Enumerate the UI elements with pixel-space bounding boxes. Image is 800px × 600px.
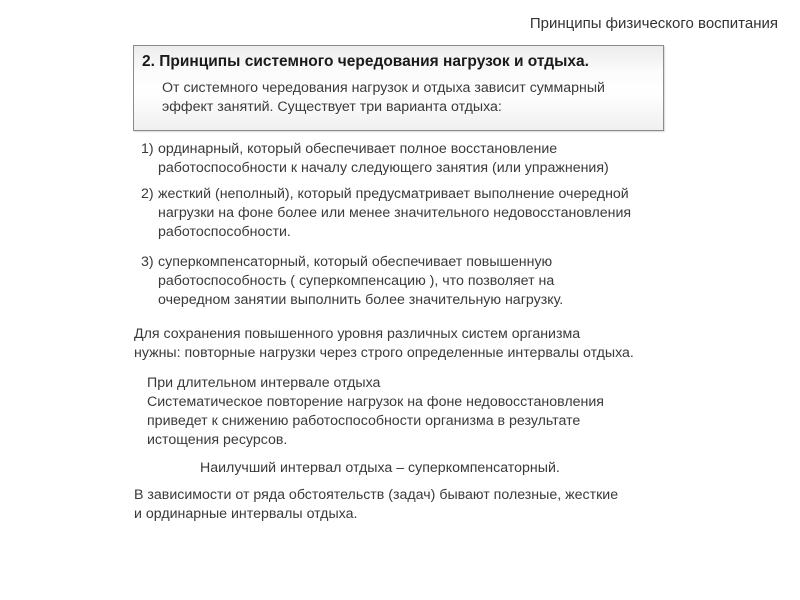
conclusion-line: и ординарные интервалы отдыха. xyxy=(134,506,358,522)
slide-header-title: Принципы физического воспитания xyxy=(529,15,778,32)
best-interval-statement xyxy=(200,459,560,478)
variant-line: очередном занятии выполнить более значительную нагрузку. xyxy=(158,292,564,308)
best-interval-line: Наилучший интервал отдыха – суперкомпенсаторный. xyxy=(200,460,560,476)
variant-item-2 xyxy=(141,185,686,242)
variant-line: нагрузки на фоне более или менее значительного недовосстановления xyxy=(158,205,632,221)
long-interval-line: При длительном интервале отдыха xyxy=(147,375,381,391)
long-interval-line: Систематическое повторение нагрузок на фоне недовосстановления xyxy=(147,394,604,410)
conclusion-paragraph xyxy=(134,486,618,524)
intro-line: эффект занятий. Существует три варианта отдыха: xyxy=(162,99,502,115)
conclusion-line: В зависимости от ряда обстоятельств (задач) бывают полезные, жесткие xyxy=(134,487,619,503)
variant-number: 1) xyxy=(141,141,154,157)
variant-number: 2) xyxy=(141,186,154,202)
long-interval-line: истощения ресурсов. xyxy=(147,432,288,448)
variant-line: жесткий (неполный), который предусматривает выполнение очередной xyxy=(158,186,629,202)
preservation-line: Для сохранения повышенного уровня различных систем организма xyxy=(134,326,581,342)
variant-item-3 xyxy=(141,253,686,310)
intro-line: От системного чередования нагрузок и отдыха зависит суммарный xyxy=(162,80,605,96)
preservation-line: нужны: повторные нагрузки через строго определенные интервалы отдыха. xyxy=(134,345,634,361)
principle-intro xyxy=(162,79,662,117)
long-interval-line: приведет к снижению работоспособности организма в результате xyxy=(147,413,581,429)
variant-item-1 xyxy=(141,140,686,178)
variant-line: суперкомпенсаторный, который обеспечивает повышенную xyxy=(158,254,553,270)
variant-line: работоспособность ( суперкомпенсацию ), что позволяет на xyxy=(158,273,555,289)
preservation-paragraph xyxy=(134,325,634,363)
variant-line: ординарный, который обеспечивает полное восстановление xyxy=(158,141,558,157)
principle-title-box xyxy=(133,45,664,131)
variant-line: работоспособности к началу следующего занятия (или упражнения) xyxy=(158,160,609,176)
variant-line: работоспособности. xyxy=(158,224,291,240)
variant-number: 3) xyxy=(141,254,154,270)
long-interval-paragraph xyxy=(147,374,604,450)
principle-heading: 2. Принципы системного чередования нагрузок и отдыха. xyxy=(142,53,589,70)
